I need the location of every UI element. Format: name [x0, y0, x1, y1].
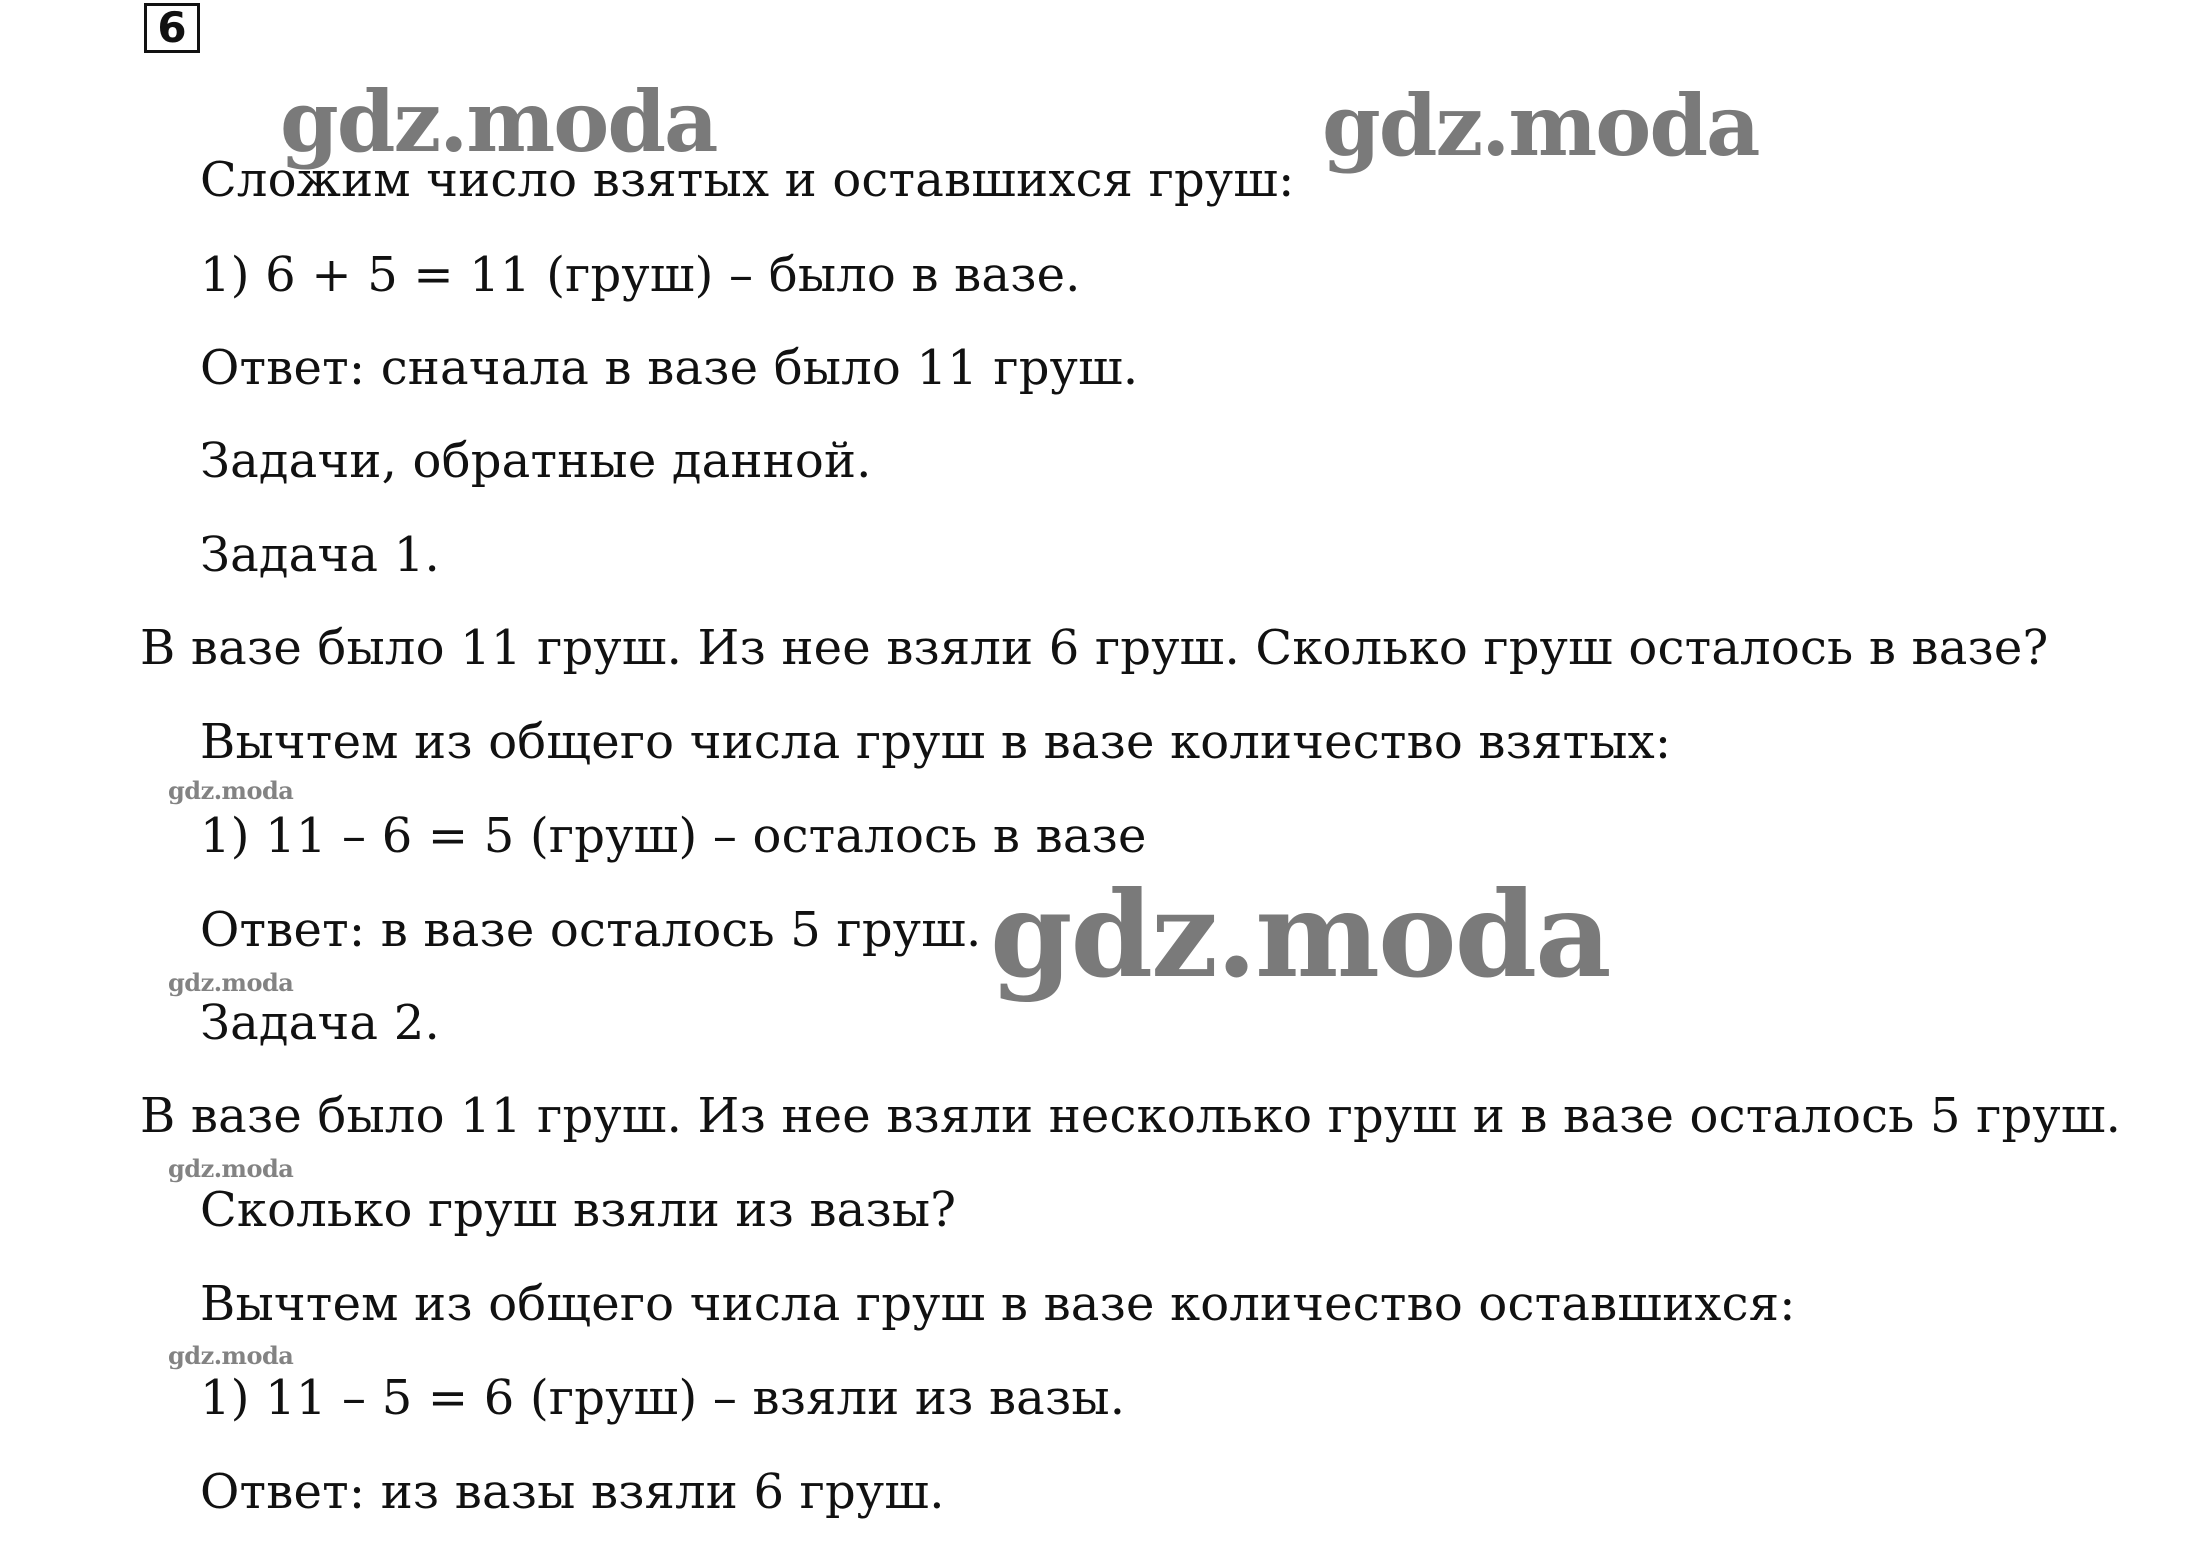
text-line-task-2-answer: Ответ: из вазы взяли 6 груш. — [200, 1464, 945, 1520]
text-line-answer-1: Ответ: сначала в вазе было 11 груш. — [200, 340, 1139, 396]
watermark-logo: gdz.moda — [168, 1341, 294, 1370]
watermark-logo: gdz.moda — [990, 865, 1610, 1004]
text-line-task-2-question: Сколько груш взяли из вазы? — [200, 1182, 957, 1238]
text-line-add-intro: Сложим число взятых и оставшихся груш: — [200, 152, 1295, 208]
watermark-logo: gdz.moda — [168, 776, 294, 805]
text-line-equation-1: 1) 6 + 5 = 11 (груш) – было в вазе. — [200, 247, 1081, 303]
text-line-task-1-method: Вычтем из общего числа груш в вазе количество взятых: — [200, 714, 1672, 770]
text-line-task-1-statement: В вазе было 11 груш. Из нее взяли 6 груш. Сколько груш осталось в вазе? — [140, 620, 2049, 676]
text-line-inverse-heading: Задачи, обратные данной. — [200, 433, 872, 489]
watermark-logo: gdz.moda — [1322, 76, 1759, 175]
text-line-task-2-method: Вычтем из общего числа груш в вазе количество оставшихся: — [200, 1276, 1796, 1332]
watermark-logo: gdz.moda — [168, 968, 294, 997]
text-line-task-1-equation: 1) 11 – 6 = 5 (груш) – осталось в вазе — [200, 808, 1147, 864]
text-line-task-2-statement: В вазе было 11 груш. Из нее взяли несколько груш и в вазе осталось 5 груш. — [140, 1088, 2122, 1144]
text-line-task-2-heading: Задача 2. — [200, 995, 440, 1051]
text-line-task-1-answer: Ответ: в вазе осталось 5 груш. — [200, 902, 982, 958]
watermark-logo: gdz.moda — [168, 1154, 294, 1183]
task-number-box: 6 — [144, 3, 200, 53]
text-line-task-1-heading: Задача 1. — [200, 527, 440, 583]
text-line-task-2-equation: 1) 11 – 5 = 6 (груш) – взяли из вазы. — [200, 1370, 1126, 1426]
watermark-logo: gdz.moda — [280, 72, 717, 171]
